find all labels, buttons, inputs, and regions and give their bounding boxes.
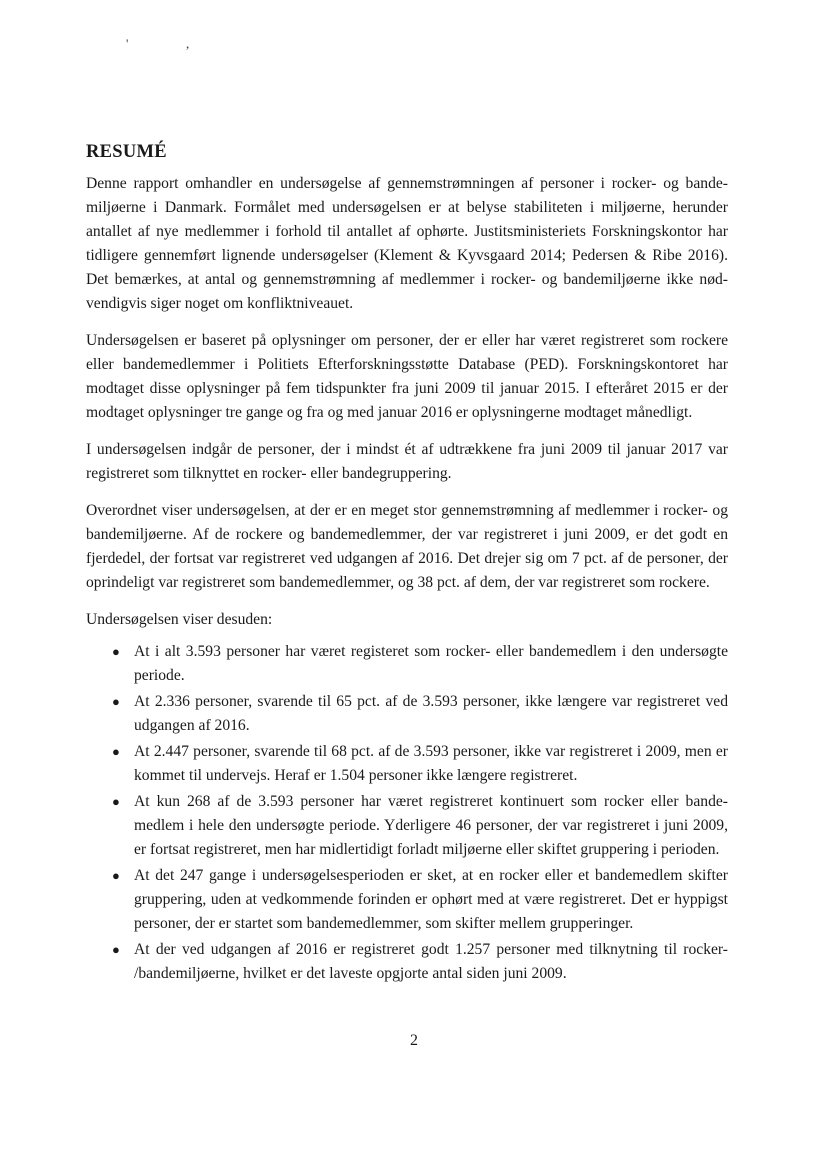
section-heading: RESUMÉ	[86, 142, 167, 162]
paragraph-scope: I undersøgelsen indgår de personer, der i mindst ét af udtrækkene fra juni 2009 til januar 2017 var registreret som tilknyttet en rocker- eller bandegruppering.	[86, 441, 728, 482]
list-item-text: At 2.447 personer, svarende til 68 pct. af de 3.593 personer, ikke var registreret i 2009, men er kommet til undervejs. Heraf er 1.504 personer ikke længere registreret.	[134, 743, 728, 784]
list-item	[86, 690, 728, 738]
list-item-text: At der ved udgangen af 2016 er registreret godt 1.257 personer med tilknytning til rocker- /bandemiljøerne, hvilket er det laveste opgjorte antal siden juni 2009.	[134, 941, 728, 982]
list-item	[86, 938, 728, 986]
findings-list	[86, 640, 728, 986]
list-item-text: At det 247 gange i undersøgelsesperioden er sket, at en rocker eller et bandemedlem skifter gruppering, uden at vedkommende forinden er ophørt med at være registreret. Det er hyppigst personer, der er startet som bandemedlemmer, som skifter mellem grupperinger.	[134, 867, 728, 932]
scan-mark: ,	[186, 36, 190, 51]
paragraph-intro: Denne rapport omhandler en undersøgelse af gennemstrømningen af personer i rocker- og bandemiljøerne i Danmark. Formålet med undersøgelsen er at belyse stabiliteten i miljøerne, herunder antallet af nye medlemmer i forhold til antallet af ophørte. Justitsministeriets Forskningskontor har tidligere gennemført lignende undersøgelser (Klement & Kyvsgaard 2014; Pedersen & Ribe 2016). Det bemærkes, at antal og gennemstrømning af medlemmer i rocker- og bandemiljøerne ikke nødvendigvis siger noget om konfliktniveauet.	[86, 175, 728, 312]
bullet-icon: ●	[112, 794, 120, 809]
list-intro: Undersøgelsen viser desuden:	[86, 611, 273, 628]
bullet-icon: ●	[112, 694, 120, 709]
list-item-text: At kun 268 af de 3.593 personer har været registreret kontinuert som rocker eller bandemedlem i hele den undersøgte periode. Yderligere 46 personer, der var registreret i juni 2009, er fortsat registreret, men har midlertidigt forladt miljøerne eller skiftet gruppering i perioden.	[134, 793, 728, 858]
list-item	[86, 640, 728, 688]
bullet-icon: ●	[112, 942, 120, 957]
list-item-text: At i alt 3.593 personer har været registeret som rocker- eller bandemedlem i den undersøgte periode.	[134, 643, 728, 684]
bullet-icon: ●	[112, 644, 120, 659]
list-item	[86, 740, 728, 788]
list-item-text: At 2.336 personer, svarende til 65 pct. af de 3.593 personer, ikke længere var registreret ved udgangen af 2016.	[134, 693, 728, 734]
list-item	[86, 790, 728, 862]
bullet-icon: ●	[112, 744, 120, 759]
bullet-icon: ●	[112, 868, 120, 883]
list-item	[86, 864, 728, 936]
page-content	[86, 142, 728, 988]
paragraph-data-basis: Undersøgelsen er baseret på oplysninger om personer, der er eller har været registreret som rockere eller bandemedlemmer i Politiets Efterforskningsstøtte Database (PED). Forskningskontoret har modtaget disse oplysninger på fem tidspunkter fra juni 2009 til januar 2015. I efteråret 2015 er der modtaget oplysninger tre gange og fra og med januar 2016 er oplysningerne modtaget månedligt.	[86, 332, 728, 421]
page-number: 2	[410, 1032, 418, 1049]
paragraph-overview: Overordnet viser undersøgelsen, at der er en meget stor gennemstrømning af medlemmer i rocker- og bandemiljøerne. Af de rockere og bandemedlemmer, der var registreret i juni 2009, er det godt en fjerdedel, der fortsat var registreret ved udgangen af 2016. Det drejer sig om 7 pct. af de personer, der oprindeligt var registreret som bandemedlemmer, og 38 pct. af dem, der var registreret som rockere.	[86, 502, 728, 591]
scan-mark: '	[126, 36, 129, 51]
